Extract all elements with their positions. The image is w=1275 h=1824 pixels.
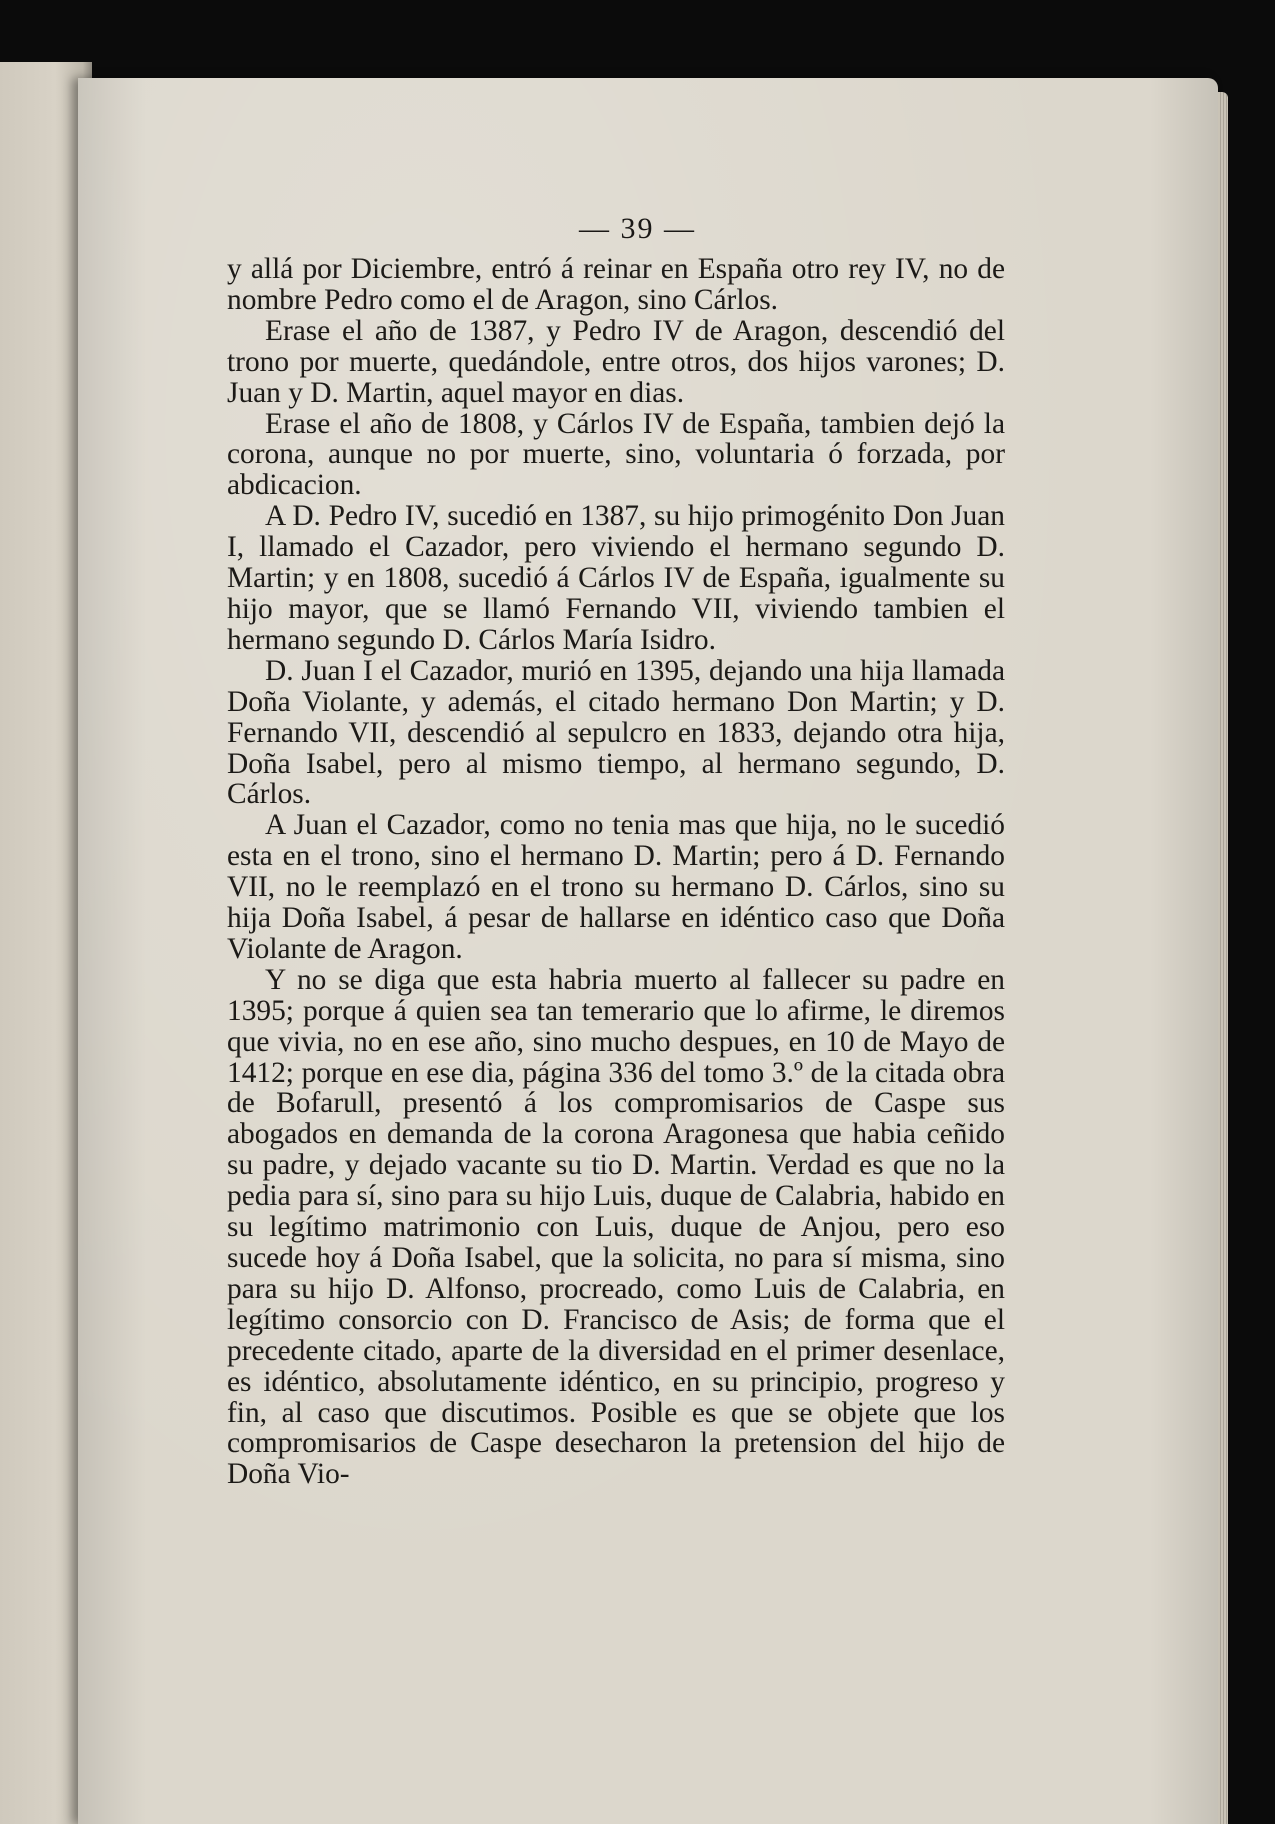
paragraph: A Juan el Cazador, como no tenia mas que hija, no le sucedió esta en el trono, sino el hermano D. Martin; pero á D. Fernando VII, no le reemplazó en el trono su hermano D. Cárlos, sino su hija Doña Isabel, á pesar de hallarse en idéntico caso que Doña Violante de Aragon. bbox=[227, 809, 1005, 965]
paragraph: y allá por Diciembre, entró á reinar en España otro rey IV, no de nombre Pedro como el de Aragon, sino Cárlos. bbox=[227, 253, 1005, 316]
body-text bbox=[227, 254, 1005, 1490]
paragraph: A D. Pedro IV, sucedió en 1387, su hijo primogénito Don Juan I, llamado el Cazador, pero viviendo el hermano segundo D. Martin; y en 1808, sucedió á Cárlos IV de España, igualmente su hijo mayor, que se llamó Fernando VII, viviendo tambien el hermano segundo D. Cárlos María Isidro. bbox=[227, 500, 1005, 656]
paragraph: Y no se diga que esta habria muerto al fallecer su padre en 1395; porque á quien sea tan temerario que lo afirme, le diremos que vivia, no en ese año, sino mucho despues, en 10 de Mayo de 1412; porque en ese dia, página 336 del tomo 3.º de la citada obra de Bofarull, presentó á los compromisarios de Caspe sus abogados en demanda de la corona Aragonesa que habia ceñido su padre, y dejado vacante su tio D. Martin. Verdad es que no la pedia para sí, sino para su hijo Luis, duque de Calabria, habido en su legítimo matrimonio con Luis, duque de Anjou, pero eso sucede hoy á Doña Isabel, que la solicita, no para sí misma, sino para su hijo D. Alfonso, procreado, como Luis de Calabria, en legítimo consorcio con D. Francisco de Asis; de forma que el precedente citado, aparte de la diversidad en el primer desenlace, es idéntico, absolutamente idéntico, en su principio, progreso y fin, al caso que discutimos. Posible es que se objete que los compromisarios de Caspe desecharon la pretension del hijo de Doña Vio- bbox=[227, 963, 1005, 1491]
page-stack-edge bbox=[1218, 92, 1228, 1824]
paragraph: Erase el año de 1387, y Pedro IV de Aragon, descendió del trono por muerte, quedándole, entre otros, dos hijos varones; D. Juan y D. Martin, aquel mayor en dias. bbox=[227, 314, 1005, 409]
paragraph: D. Juan I el Cazador, murió en 1395, dejando una hija llamada Doña Violante, y además, el citado hermano Don Martin; y D. Fernando VII, descendió al sepulcro en 1833, dejando otra hija, Doña Isabel, pero al mismo tiempo, al hermano segundo, D. Cárlos. bbox=[227, 654, 1005, 811]
paragraph: Erase el año de 1808, y Cárlos IV de España, tambien dejó la corona, aunque no por muerte, sino, voluntaria ó forzada, por abdicacion. bbox=[227, 407, 1005, 502]
page-number: — 39 — bbox=[579, 212, 696, 245]
